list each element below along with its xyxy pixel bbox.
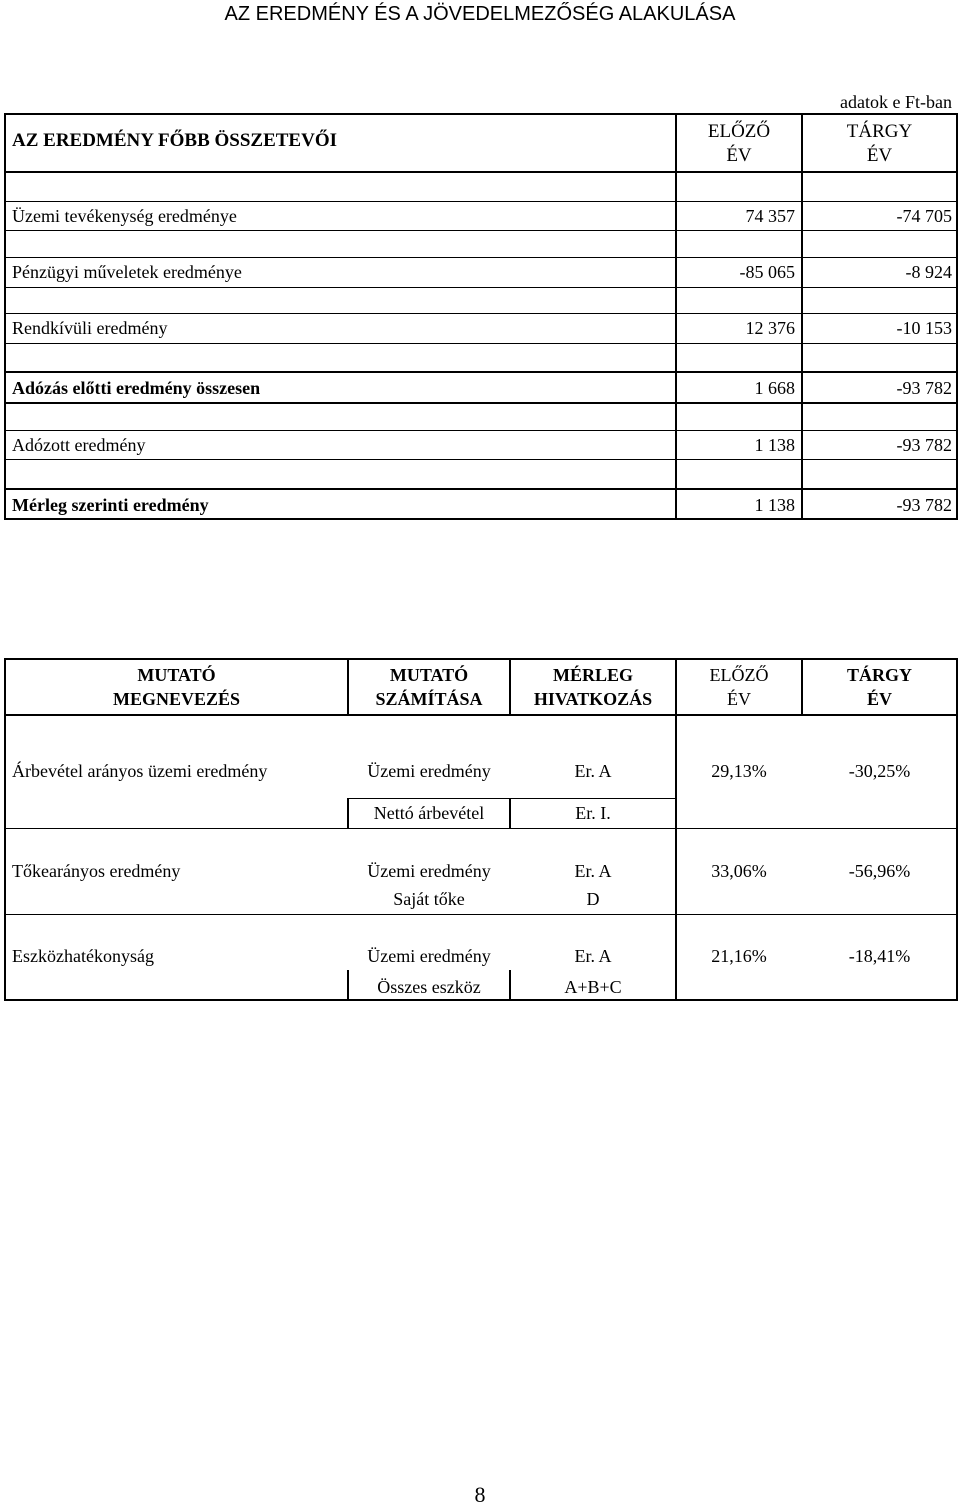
indicator-denominator: Saját tőke bbox=[393, 889, 465, 909]
indicator-ref-denominator: D bbox=[586, 889, 600, 909]
table1-header-curr: TÁRGY ÉV bbox=[846, 121, 913, 166]
indicator-ref-numerator: Er. A bbox=[574, 946, 612, 966]
table1-header-prev: ELŐZŐ ÉV bbox=[707, 121, 771, 166]
indicator-name: Eszközhatékonyság bbox=[12, 946, 154, 966]
table2-header-name: MUTATÓ MEGNEVEZÉS bbox=[112, 665, 241, 709]
table1-header-label: AZ EREDMÉNY FŐBB ÖSSZETEVŐI bbox=[12, 130, 338, 151]
table1-row-label: Adózás előtti eredmény összesen bbox=[12, 378, 261, 398]
indicator-name: Tőkearányos eredmény bbox=[12, 861, 181, 881]
table1-row-prev: 74 357 bbox=[745, 206, 795, 226]
table1-row-curr: -74 705 bbox=[896, 206, 952, 226]
table2-header-calc: MUTATÓ SZÁMÍTÁSA bbox=[375, 665, 483, 709]
indicator-numerator: Üzemi eredmény bbox=[367, 946, 491, 966]
indicator-name: Árbevétel arányos üzemi eredmény bbox=[12, 761, 268, 781]
page-number: 8 bbox=[474, 1482, 486, 1507]
table1-row-prev: 1 668 bbox=[754, 378, 795, 398]
indicator-curr: -30,25% bbox=[848, 761, 911, 781]
table1-row-curr: -10 153 bbox=[896, 318, 952, 338]
table2-header-prev: ELŐZŐ ÉV bbox=[709, 665, 769, 709]
table1-row-curr: -93 782 bbox=[896, 378, 952, 398]
table1-row-curr: -93 782 bbox=[896, 435, 952, 455]
page-title: AZ EREDMÉNY ÉS A JÖVEDELMEZŐSÉG ALAKULÁSA bbox=[224, 3, 736, 25]
indicator-denominator: Összes eszköz bbox=[377, 977, 481, 997]
indicator-ref-denominator: Er. I. bbox=[575, 803, 611, 823]
indicator-prev: 29,13% bbox=[711, 761, 767, 781]
table1-row-label: Üzemi tevékenység eredménye bbox=[12, 206, 237, 226]
indicator-ref-denominator: A+B+C bbox=[564, 977, 622, 997]
table1-row-prev: 1 138 bbox=[754, 435, 795, 455]
results-table bbox=[4, 113, 958, 520]
table1-row-curr: -8 924 bbox=[905, 262, 952, 282]
table1-row-label: Rendkívüli eredmény bbox=[12, 318, 168, 338]
indicator-curr: -56,96% bbox=[848, 861, 911, 881]
table1-row-label: Mérleg szerinti eredmény bbox=[12, 495, 209, 515]
table1-row-prev: -85 065 bbox=[739, 262, 795, 282]
indicator-prev: 21,16% bbox=[711, 946, 767, 966]
indicators-table bbox=[4, 658, 958, 1001]
table1-row-label: Pénzügyi műveletek eredménye bbox=[12, 262, 242, 282]
table2-header-ref: MÉRLEG HIVATKOZÁS bbox=[533, 665, 653, 709]
indicator-curr: -18,41% bbox=[848, 946, 911, 966]
table1-row-curr: -93 782 bbox=[896, 495, 952, 515]
indicator-ref-numerator: Er. A bbox=[574, 861, 612, 881]
indicator-ref-numerator: Er. A bbox=[574, 761, 612, 781]
indicator-prev: 33,06% bbox=[711, 861, 767, 881]
indicator-denominator: Nettó árbevétel bbox=[373, 803, 485, 823]
table1-row-label: Adózott eredmény bbox=[12, 435, 146, 455]
table1-row-prev: 1 138 bbox=[754, 495, 795, 515]
indicator-numerator: Üzemi eredmény bbox=[367, 861, 491, 881]
table2-header-curr: TÁRGY ÉV bbox=[846, 665, 912, 709]
units-note: adatok e Ft-ban bbox=[840, 92, 952, 112]
table1-row-prev: 12 376 bbox=[745, 318, 795, 338]
indicator-numerator: Üzemi eredmény bbox=[367, 761, 491, 781]
